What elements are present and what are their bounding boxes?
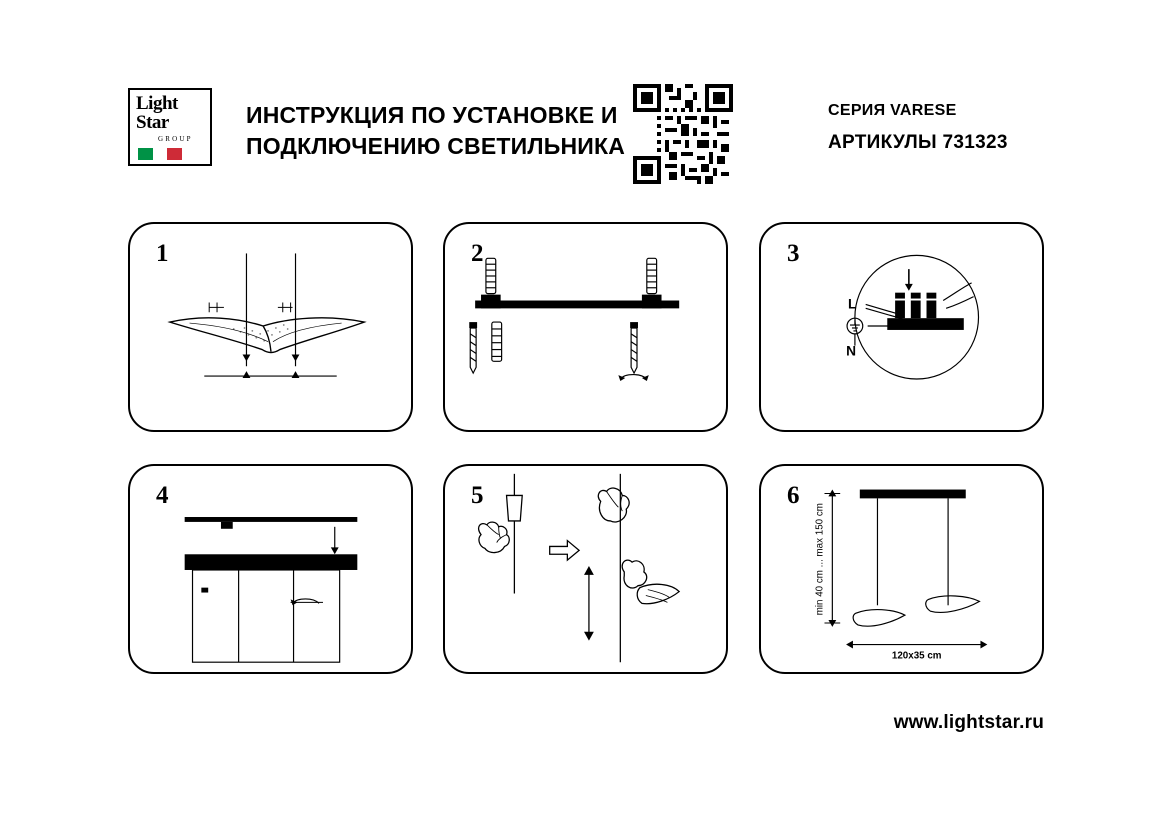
logo-group-text: GROUP bbox=[158, 135, 193, 143]
step-number: 1 bbox=[156, 240, 169, 267]
step-2-illustration bbox=[445, 224, 726, 430]
header bbox=[128, 84, 1048, 184]
step-card-3 bbox=[759, 222, 1044, 432]
page-title-line-1: ИНСТРУКЦИЯ ПО УСТАНОВКЕ И bbox=[246, 102, 618, 128]
logo-wordmark bbox=[136, 94, 178, 132]
step-card-6 bbox=[759, 464, 1044, 674]
step-1-illustration bbox=[130, 224, 411, 430]
step-number: 3 bbox=[787, 240, 800, 267]
brand-logo bbox=[128, 88, 212, 166]
width-dimension-label: 120x35 cm bbox=[891, 650, 942, 662]
terminal-label-l: L bbox=[848, 296, 857, 312]
terminal-label-n: N bbox=[846, 343, 856, 359]
italy-flag-icon bbox=[138, 148, 182, 160]
step-5-illustration bbox=[445, 466, 726, 672]
step-4-illustration bbox=[130, 466, 411, 672]
product-articles: АРТИКУЛЫ 731323 bbox=[828, 132, 1008, 153]
website-url[interactable]: www.lightstar.ru bbox=[893, 712, 1044, 733]
step-card-5 bbox=[443, 464, 728, 674]
step-number: 6 bbox=[787, 482, 800, 509]
step-3-illustration bbox=[761, 224, 1042, 430]
step-number: 5 bbox=[471, 482, 484, 509]
qr-code-icon bbox=[633, 84, 733, 184]
step-6-illustration bbox=[761, 466, 1042, 672]
step-card-1 bbox=[128, 222, 413, 432]
height-dimension-label: min 40 cm ... max 150 cm bbox=[814, 503, 826, 616]
ground-symbol-icon bbox=[847, 318, 863, 334]
logo-line-2: Star bbox=[136, 112, 169, 133]
step-card-4 bbox=[128, 464, 413, 674]
step-card-2 bbox=[443, 222, 728, 432]
page-title-line-2: ПОДКЛЮЧЕНИЮ СВЕТИЛЬНИКА bbox=[246, 133, 626, 159]
step-number: 2 bbox=[471, 240, 484, 267]
product-meta bbox=[828, 102, 1058, 154]
steps-grid bbox=[128, 222, 1044, 674]
product-series: СЕРИЯ VARESE bbox=[828, 102, 957, 119]
logo-line-1: Light bbox=[136, 93, 178, 114]
step-number: 4 bbox=[156, 482, 169, 509]
page-title bbox=[246, 100, 646, 162]
